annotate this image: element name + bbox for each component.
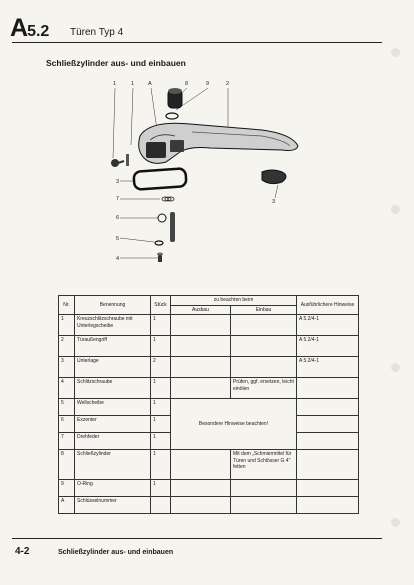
o-ring-drawing	[166, 113, 178, 119]
callout-label: 3	[272, 199, 276, 205]
header-stueck: Stück	[151, 296, 171, 315]
callout-label: 3	[116, 179, 120, 185]
gasket-drawing	[133, 168, 186, 190]
table-row	[59, 378, 359, 399]
callout-label: 4	[116, 256, 120, 262]
table-row	[59, 315, 359, 336]
callout-label: 1	[131, 81, 135, 87]
cell-einbau	[231, 480, 297, 497]
section-minor: 5.2	[27, 23, 50, 40]
table-row	[59, 450, 359, 480]
spring-drawing	[162, 197, 174, 201]
callout-label: 2	[226, 81, 230, 87]
cell-einbau	[231, 336, 297, 357]
cell-einbau	[231, 497, 297, 514]
exploded-diagram	[0, 70, 414, 270]
cell-nr: A	[59, 497, 75, 514]
cell-name: Unterlage	[75, 357, 151, 378]
eccentric-drawing	[158, 212, 175, 242]
footer-rule	[12, 538, 382, 539]
cell-ref	[297, 497, 359, 514]
cell-name: Exzenter	[75, 416, 151, 433]
cell-nr: 3	[59, 357, 75, 378]
cell-ausbau	[171, 357, 231, 378]
cell-qty: 1	[151, 480, 171, 497]
header-hinweise: Ausführlichere Hinweise	[297, 296, 359, 315]
cell-name: O-Ring	[75, 480, 151, 497]
cell-name: Türaußengriff	[75, 336, 151, 357]
binder-hole	[391, 363, 400, 372]
cell-ref	[297, 378, 359, 399]
cell-qty: 1	[151, 450, 171, 480]
cell-name: Schließzylinder	[75, 450, 151, 480]
header-ausbau: Ausbau	[171, 305, 231, 315]
table-row	[59, 336, 359, 357]
cell-ref	[297, 433, 359, 450]
binder-hole	[391, 205, 400, 214]
wave-washer-drawing	[155, 241, 163, 245]
cell-ausbau	[171, 315, 231, 336]
cell-einbau: Mit dem „Schmiermittel für Türen und Schlösser G 4" fetten	[231, 450, 297, 480]
cell-ref	[297, 416, 359, 433]
cell-nr: 2	[59, 336, 75, 357]
cell-nr: 6	[59, 416, 75, 433]
cell-ref: A 5.2/4-1	[297, 357, 359, 378]
merged-note: Besondere Hinweise beachten!	[171, 399, 297, 450]
cell-ausbau	[171, 378, 231, 399]
cell-qty: 1	[151, 433, 171, 450]
cell-name: Schlüsselnummer	[75, 497, 151, 514]
cell-qty	[151, 497, 171, 514]
cell-einbau: Prüfen, ggf. ersetzen, leicht einölen	[231, 378, 297, 399]
binder-hole	[391, 518, 400, 527]
cell-nr: 5	[59, 399, 75, 416]
cell-nr: 7	[59, 433, 75, 450]
slot-screw-drawing	[157, 253, 163, 263]
section-number	[10, 14, 49, 43]
callout-label: 9	[206, 81, 210, 87]
cell-ref: A 5.2/4-1	[297, 336, 359, 357]
table-row	[59, 497, 359, 514]
cell-ausbau	[171, 336, 231, 357]
cell-ref	[297, 450, 359, 480]
cell-name: Kreuzschlitzschraube mit Unterlegscheibe	[75, 315, 151, 336]
header-benennung: Benennung	[75, 296, 151, 315]
callout-label: 8	[185, 81, 189, 87]
table-row	[59, 480, 359, 497]
cell-ref: A 5.2/4-1	[297, 315, 359, 336]
header-nr: Nr.	[59, 296, 75, 315]
header-rule	[12, 42, 382, 43]
callout-label: A	[148, 81, 152, 87]
cell-nr: 4	[59, 378, 75, 399]
header-title: Türen Typ 4	[70, 27, 124, 38]
cell-name: Wellscheibe	[75, 399, 151, 416]
footer-page-number: 4-2	[15, 546, 30, 557]
cell-ref	[297, 480, 359, 497]
gasket-drawing	[262, 170, 286, 184]
lock-cylinder-drawing	[168, 88, 182, 108]
callout-label: 7	[116, 196, 120, 202]
cell-nr: 1	[59, 315, 75, 336]
cell-qty: 2	[151, 357, 171, 378]
footer-title: Schließzylinder aus- und einbauen	[58, 549, 174, 556]
callout-label: 5	[116, 236, 120, 242]
cell-ausbau	[171, 480, 231, 497]
cell-ref	[297, 399, 359, 416]
cell-name: Schlitzschraube	[75, 378, 151, 399]
cell-qty: 1	[151, 315, 171, 336]
cell-nr: 9	[59, 480, 75, 497]
section-major: A	[10, 14, 28, 42]
table-row	[59, 357, 359, 378]
door-handle-drawing	[139, 123, 298, 163]
cell-qty: 1	[151, 336, 171, 357]
cell-einbau	[231, 315, 297, 336]
cell-qty: 1	[151, 416, 171, 433]
screw-drawing	[111, 154, 129, 167]
header-zu-beachten: zu beachten beim	[171, 296, 297, 306]
cell-name: Drehfeder	[75, 433, 151, 450]
binder-hole	[391, 48, 400, 57]
cell-einbau	[231, 357, 297, 378]
header-einbau: Einbau	[231, 305, 297, 315]
cell-nr: 8	[59, 450, 75, 480]
callout-label: 1	[113, 81, 117, 87]
callout-label: 6	[116, 215, 120, 221]
cell-qty: 1	[151, 378, 171, 399]
cell-qty: 1	[151, 399, 171, 416]
parts-table	[58, 295, 359, 514]
page-heading: Schließzylinder aus- und einbauen	[46, 58, 186, 68]
cell-ausbau	[171, 450, 231, 480]
table-row	[59, 399, 359, 416]
cell-ausbau	[171, 497, 231, 514]
